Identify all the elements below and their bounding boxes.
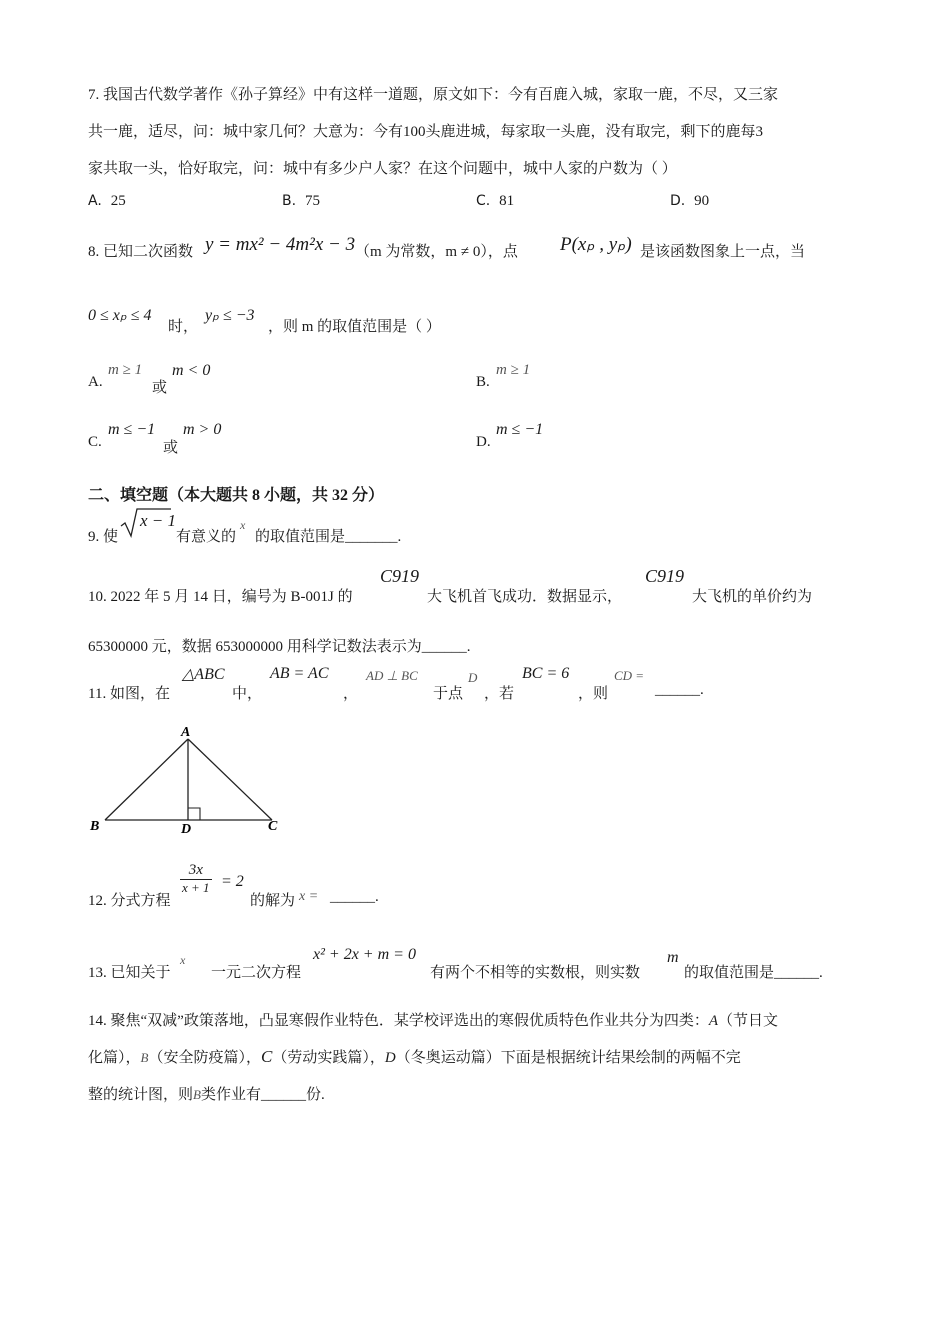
option-label: A.: [88, 193, 102, 209]
text-segment: 类作业有______份.: [200, 1087, 325, 1103]
q9-suffix: 的取值范围是_______.: [255, 529, 402, 545]
option-value: 75: [304, 193, 320, 209]
q8-option-a-expr-2: m < 0: [172, 362, 211, 379]
q7-line-3: 家共取一头，恰好取完，问：城中有多少户人家？在这个问题中，城中人家的户数为（ ）: [88, 161, 677, 177]
q11-eq-3: BC = 6: [522, 665, 570, 682]
q8-cond-mid: 时，: [168, 319, 199, 335]
q11-eq-2: AD ⊥ BC: [366, 668, 418, 683]
option-value: 81: [499, 193, 515, 209]
q13-equation: x² + 2x + m = 0: [313, 946, 416, 963]
q8-option-c: [88, 434, 102, 451]
category-b: B: [193, 1087, 201, 1102]
q9-var: x: [240, 518, 246, 532]
text-segment: （劳动实践篇），: [272, 1050, 385, 1066]
text-segment: 化篇），: [88, 1050, 141, 1066]
q14-line-2: [88, 1046, 741, 1067]
q13-m: m: [667, 949, 679, 966]
q7-line-1: 7. 我国古代数学著作《孙子算经》中有这样一道题，原文如下：今有百鹿入城，家取一鹿，不尽，又三家: [88, 87, 779, 103]
option-value: 90: [694, 193, 710, 209]
q13-suffix: 的取值范围是______.: [684, 965, 823, 981]
q8-option-c-or: 或: [163, 440, 179, 456]
q8-option-a: [88, 374, 103, 391]
q13-var: x: [180, 953, 186, 967]
q10-mid: 大飞机首飞成功．数据显示，: [427, 589, 623, 605]
text-segment: 整的统计图，则: [88, 1087, 194, 1103]
q12-blank: ______.: [330, 889, 379, 905]
q7-option-d: [670, 193, 709, 210]
q7-option-b: [282, 193, 320, 210]
q12-xeq: x =: [299, 889, 319, 904]
q10-plane-1: C919: [380, 566, 420, 586]
q13-prefix: 13. 已知关于: [88, 965, 171, 981]
q11-figure: [85, 722, 285, 842]
text-segment: （节日文: [718, 1013, 779, 1029]
option-label: A.: [88, 374, 103, 390]
option-label: C.: [476, 193, 491, 209]
right-angle-mark: [188, 808, 200, 820]
q10-prefix: 10. 2022 年 5 月 14 日，编号为 B-001J 的: [88, 589, 353, 605]
text-segment: （冬奥运动篇）下面是根据统计结果绘制的两幅不完: [395, 1050, 741, 1066]
q12-suffix: 的解为: [250, 893, 296, 909]
q11-yudian: 于点: [433, 686, 464, 702]
q8-option-b: [476, 374, 490, 391]
q8-option-d: [476, 434, 491, 451]
q11-ze: ，则: [578, 686, 609, 702]
q11-point-d: D: [468, 670, 478, 685]
option-label: C.: [88, 434, 102, 450]
label-d: D: [181, 822, 192, 837]
q14-line-1: [88, 1009, 778, 1030]
q14-line-3: [88, 1083, 325, 1104]
q8-cond-2: yₚ ≤ −3: [205, 307, 255, 324]
q10-suffix: 大飞机的单价约为: [692, 589, 813, 605]
q9-prefix: 9. 使: [88, 529, 119, 545]
q12-prefix: 12. 分式方程: [88, 893, 171, 909]
q7-line-2: 共一鹿，适尽，问：城中家几何？大意为：今有100头鹿进城，每家取一头鹿，没有取完，剩下的鹿每3: [88, 124, 764, 140]
fraction-numerator: 3x: [180, 862, 212, 880]
q8-suffix: 是该函数图象上一点，当: [640, 244, 806, 260]
q11-comma: ，: [343, 686, 359, 702]
q11-ruo: ，若: [484, 686, 515, 702]
q8-cond-end: ，则 m 的取值范围是（ ）: [268, 319, 441, 335]
q13-mid-2: 有两个不相等的实数根，则实数: [430, 965, 641, 981]
label-b: B: [90, 819, 100, 834]
text-segment: 14. 聚焦“双减”政策落地，凸显寒假作业特色．某学校评选出的寒假优质特色作业共分为四类：: [88, 1013, 709, 1029]
fraction-denominator: x + 1: [182, 880, 210, 895]
q12-rhs: = 2: [221, 873, 244, 890]
q9-radicand: x − 1: [140, 511, 177, 530]
q8-option-b-expr: m ≥ 1: [496, 362, 531, 378]
text-segment: （安全防疫篇），: [148, 1050, 261, 1066]
q11-prefix: 11. 如图，在: [88, 686, 170, 702]
side-ac: [188, 739, 272, 820]
option-label: B.: [282, 193, 297, 209]
q8-option-c-expr-1: m ≤ −1: [108, 421, 156, 438]
q7-option-c: [476, 193, 514, 210]
q8-function: y = mx² − 4m²x − 3: [205, 234, 356, 255]
q8-option-d-expr: m ≤ −1: [496, 421, 544, 438]
q10-line-2: 65300000 元，数据 653000000 用科学记数法表示为______.: [88, 639, 471, 655]
q8-option-c-expr-2: m > 0: [183, 421, 222, 438]
q8-option-a-expr-1: m ≥ 1: [108, 362, 143, 378]
option-value: 25: [110, 193, 126, 209]
q7-option-a: [88, 193, 126, 210]
q8-paren: （m 为常数，m ≠ 0），点: [355, 244, 518, 260]
q8-point: P(xₚ , yₚ): [560, 234, 632, 255]
q8-prefix: 8. 已知二次函数: [88, 244, 194, 260]
triangle-figure: [85, 722, 285, 837]
q8-cond-1: 0 ≤ xₚ ≤ 4: [88, 307, 152, 324]
q11-zhong: 中，: [232, 686, 263, 702]
q11-eq-1: AB = AC: [270, 665, 329, 682]
q11-blank: ______.: [655, 682, 704, 698]
q12-fraction: [180, 862, 212, 896]
q9-mid: 有意义的: [176, 529, 237, 545]
q11-eq-4: CD =: [614, 668, 645, 683]
category-a: A: [708, 1013, 718, 1029]
q10-plane-2: C919: [645, 566, 685, 586]
category-d: D: [384, 1050, 396, 1066]
section-heading: 二、填空题（本大题共 8 小题，共 32 分）: [88, 487, 385, 504]
label-a: A: [181, 725, 191, 740]
option-label: D.: [476, 434, 491, 450]
option-label: D.: [670, 193, 686, 209]
q13-mid: 一元二次方程: [211, 965, 302, 981]
label-c: C: [268, 819, 278, 834]
category-c: C: [260, 1047, 273, 1066]
option-label: B.: [476, 374, 490, 390]
category-b: B: [140, 1050, 149, 1065]
q11-triangle: △ABC: [182, 666, 225, 683]
q8-option-a-or: 或: [152, 380, 168, 396]
side-ab: [105, 739, 188, 820]
